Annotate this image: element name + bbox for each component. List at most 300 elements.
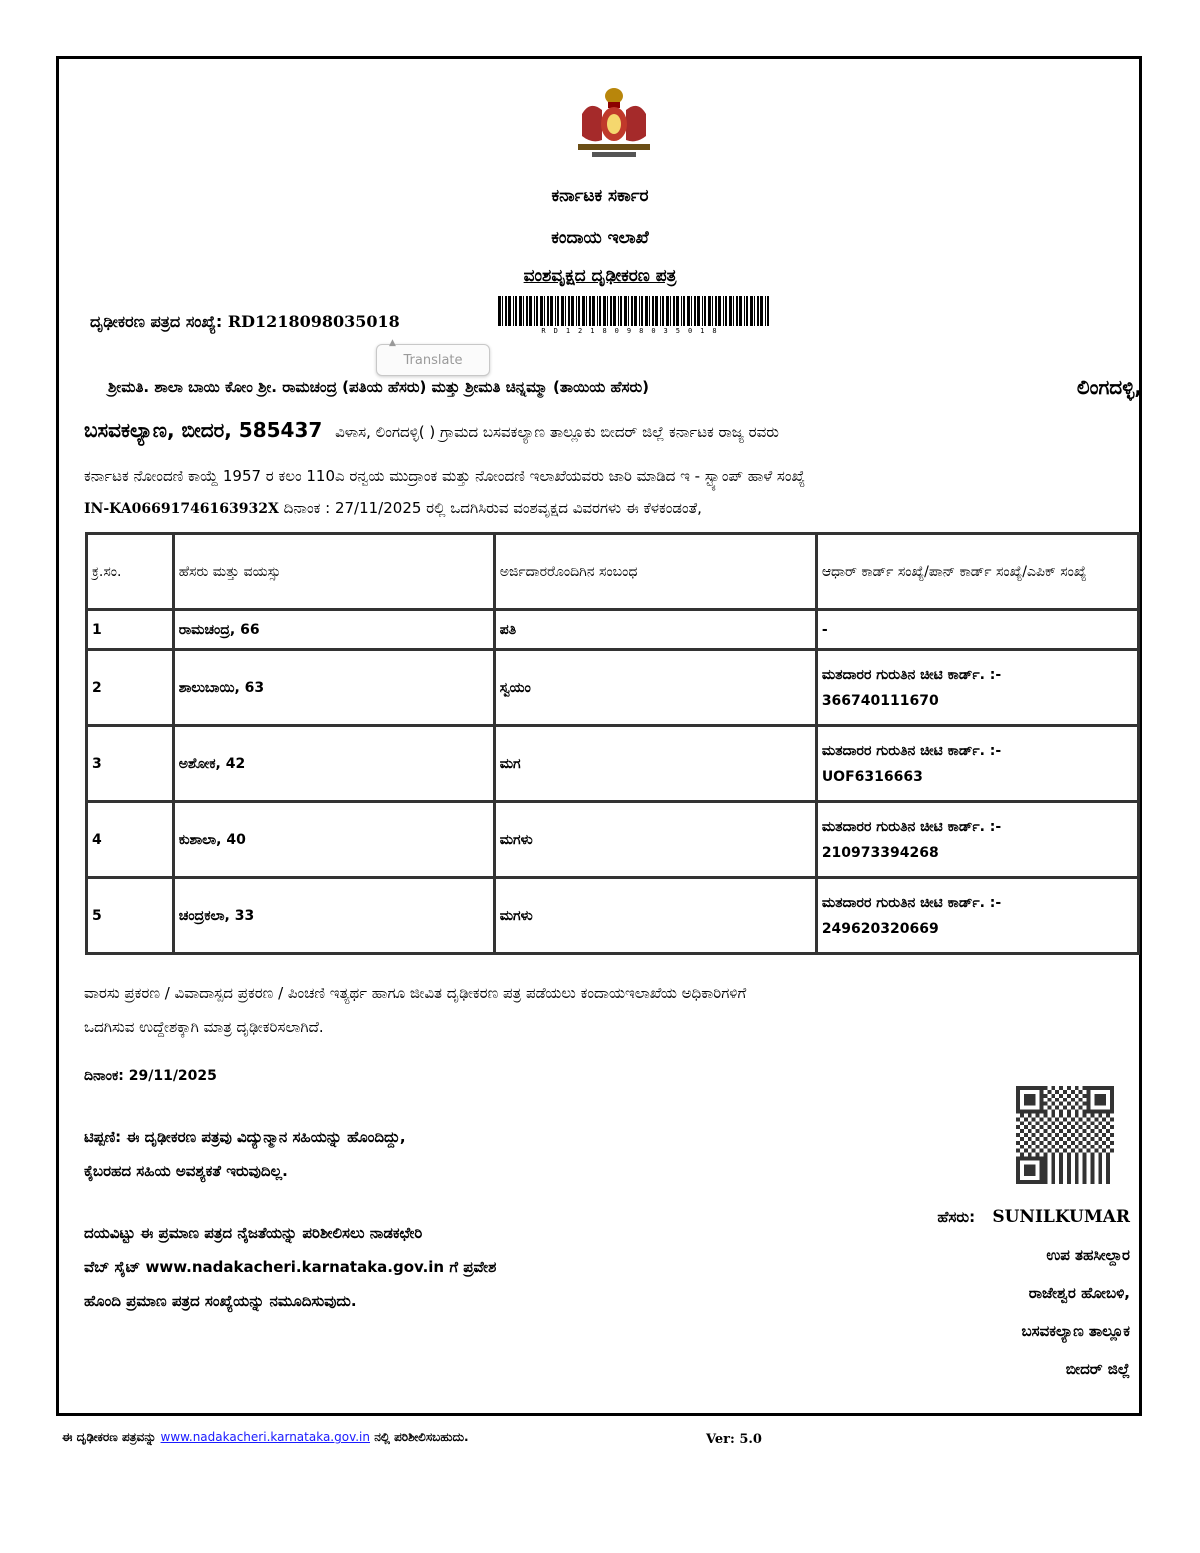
- barcode-bar: [697, 296, 700, 326]
- qr-cell: [1106, 1113, 1110, 1117]
- barcode-bar: [715, 296, 717, 326]
- qr-cell: [1079, 1098, 1083, 1102]
- qr-cell: [1094, 1117, 1098, 1121]
- table-row: [87, 878, 1139, 954]
- qr-cell: [1047, 1098, 1051, 1102]
- address: ಬಸವಕಲ್ಯಾಣ, ಬೀದರ, 585437: [84, 418, 323, 442]
- qr-cell: [1090, 1172, 1094, 1176]
- barcode-bar: [662, 296, 664, 326]
- qr-cell: [1087, 1110, 1091, 1114]
- qr-cell: [1047, 1149, 1051, 1153]
- row-id: [816, 650, 1138, 726]
- qr-cell: [1071, 1117, 1075, 1121]
- qr-cell: [1106, 1157, 1110, 1161]
- qr-cell: [1087, 1149, 1091, 1153]
- row-relation: ಮಗ: [494, 726, 816, 802]
- qr-cell: [1028, 1094, 1032, 1098]
- row-sl: 3: [87, 726, 174, 802]
- qr-cell: [1087, 1125, 1091, 1129]
- qr-cell: [1098, 1086, 1102, 1090]
- barcode-bar: [540, 296, 543, 326]
- qr-cell: [1063, 1090, 1067, 1094]
- qr-cell: [1024, 1086, 1028, 1090]
- qr-cell: [1075, 1153, 1079, 1157]
- qr-cell: [1059, 1176, 1063, 1180]
- row-id: [816, 878, 1138, 954]
- department-title: ಕಂದಾಯ ಇಲಾಖೆ: [551, 228, 649, 248]
- qr-cell: [1016, 1141, 1020, 1145]
- qr-cell: [1040, 1180, 1044, 1184]
- barcode-bar: [610, 296, 612, 326]
- qr-cell: [1110, 1098, 1114, 1102]
- qr-cell: [1051, 1110, 1055, 1114]
- qr-cell: [1016, 1168, 1020, 1172]
- qr-cell: [1102, 1110, 1106, 1114]
- qr-cell: [1043, 1129, 1047, 1133]
- barcode-bar: [676, 296, 679, 326]
- qr-cell: [1055, 1125, 1059, 1129]
- qr-cell: [1059, 1129, 1063, 1133]
- qr-cell: [1028, 1110, 1032, 1114]
- qr-cell: [1051, 1172, 1055, 1176]
- barcode-bar: [673, 296, 675, 326]
- qr-cell: [1032, 1133, 1036, 1137]
- qr-cell: [1059, 1102, 1063, 1106]
- qr-cell: [1051, 1153, 1055, 1157]
- qr-cell: [1051, 1180, 1055, 1184]
- qr-cell: [1024, 1172, 1028, 1176]
- purpose-text: [84, 976, 746, 1044]
- qr-cell: [1063, 1149, 1067, 1153]
- qr-cell: [1075, 1176, 1079, 1180]
- barcode-bar: [739, 296, 742, 326]
- qr-cell: [1079, 1141, 1083, 1145]
- qr-cell: [1016, 1133, 1020, 1137]
- table-row: [87, 650, 1139, 726]
- qr-cell: [1087, 1117, 1091, 1121]
- qr-cell: [1063, 1125, 1067, 1129]
- qr-cell: [1036, 1113, 1040, 1117]
- qr-cell: [1094, 1094, 1098, 1098]
- qr-cell: [1032, 1086, 1036, 1090]
- barcode-bar: [645, 296, 648, 326]
- row-id-label: ಮತದಾರರ ಗುರುತಿನ ಚೀಟಿ ಕಾರ್ಡ್. :-: [821, 894, 1002, 911]
- header-relation: ಅರ್ಜಿದಾರರೊಂದಿಗಿನ ಸಂಬಂಧ: [494, 534, 816, 610]
- qr-cell: [1110, 1149, 1114, 1153]
- barcode-bar: [576, 296, 577, 326]
- barcode-bar: [536, 296, 538, 326]
- qr-cell: [1043, 1160, 1047, 1164]
- qr-cell: [1032, 1125, 1036, 1129]
- qr-cell: [1028, 1153, 1032, 1157]
- barcode-bar: [618, 296, 619, 326]
- qr-cell: [1083, 1157, 1087, 1161]
- signatory-designation: ಉಪ ತಹಸೀಲ್ದಾರ: [1046, 1246, 1130, 1264]
- qr-cell: [1087, 1086, 1091, 1090]
- qr-cell: [1024, 1102, 1028, 1106]
- qr-cell: [1016, 1110, 1020, 1114]
- qr-cell: [1067, 1164, 1071, 1168]
- purpose-line-2: ಒದಗಿಸುವ ಉದ್ದೇಶಕ್ಕಾಗಿ ಮಾತ್ರ ದೃಢೀಕರಿಸಲಾಗಿದೆ.: [84, 1018, 324, 1036]
- barcode-bar: [681, 296, 682, 326]
- barcode-bar: [561, 296, 564, 326]
- qr-cell: [1043, 1180, 1047, 1184]
- qr-cell: [1110, 1133, 1114, 1137]
- qr-cell: [1036, 1153, 1040, 1157]
- qr-cell: [1040, 1160, 1044, 1164]
- row-relation: ಪತಿ: [494, 610, 816, 650]
- qr-cell: [1024, 1133, 1028, 1137]
- qr-cell: [1090, 1153, 1094, 1157]
- qr-cell: [1059, 1137, 1063, 1141]
- qr-cell: [1110, 1094, 1114, 1098]
- qr-cell: [1098, 1113, 1102, 1117]
- barcode-bar: [708, 296, 711, 326]
- esign-note-line-2: ಕೈಬರಹದ ಸಹಿಯ ಅವಶ್ಯಕತೆ ಇರುವುದಿಲ್ಲ.: [84, 1162, 288, 1180]
- qr-cell: [1032, 1110, 1036, 1114]
- qr-cell: [1024, 1180, 1028, 1184]
- qr-cell: [1090, 1113, 1094, 1117]
- qr-cell: [1102, 1149, 1106, 1153]
- qr-cell: [1067, 1102, 1071, 1106]
- barcode-bar: [555, 296, 556, 326]
- signatory-name-line: [937, 1198, 1130, 1236]
- qr-cell: [1110, 1106, 1114, 1110]
- qr-cell: [1043, 1094, 1047, 1098]
- qr-cell: [1043, 1153, 1047, 1157]
- qr-cell: [1083, 1110, 1087, 1114]
- qr-cell: [1055, 1149, 1059, 1153]
- qr-cell: [1083, 1176, 1087, 1180]
- qr-cell: [1020, 1180, 1024, 1184]
- qr-cell: [1083, 1094, 1087, 1098]
- qr-cell: [1028, 1102, 1032, 1106]
- qr-cell: [1083, 1102, 1087, 1106]
- qr-cell: [1087, 1094, 1091, 1098]
- qr-cell: [1102, 1094, 1106, 1098]
- qr-cell: [1098, 1121, 1102, 1125]
- qr-cell: [1016, 1094, 1020, 1098]
- qr-cell: [1036, 1157, 1040, 1161]
- qr-cell: [1036, 1129, 1040, 1133]
- barcode-bar: [754, 296, 755, 326]
- verify-note-line-3: ಹೊಂದಿ ಪ್ರಮಾಣ ಪತ್ರದ ಸಂಖ್ಯೆಯನ್ನು ನಮೂದಿಸುವುದು.: [84, 1292, 357, 1310]
- barcode-bar: [733, 296, 734, 326]
- qr-cell: [1098, 1094, 1102, 1098]
- qr-cell: [1024, 1125, 1028, 1129]
- qr-cell: [1110, 1117, 1114, 1121]
- qr-cell: [1016, 1125, 1020, 1129]
- qr-cell: [1098, 1153, 1102, 1157]
- row-name: ಕುಶಾಲಾ, 40: [173, 802, 494, 878]
- qr-cell: [1098, 1098, 1102, 1102]
- barcode-bar: [550, 296, 553, 326]
- barcode-bar: [750, 296, 753, 326]
- qr-cell: [1055, 1117, 1059, 1121]
- esign-note: [84, 1120, 406, 1188]
- qr-cell: [1075, 1086, 1079, 1090]
- qr-cell: [1059, 1160, 1063, 1164]
- qr-cell: [1106, 1086, 1110, 1090]
- qr-cell: [1067, 1145, 1071, 1149]
- qr-cell: [1071, 1106, 1075, 1110]
- qr-cell: [1087, 1141, 1091, 1145]
- qr-cell: [1102, 1117, 1106, 1121]
- qr-cell: [1020, 1113, 1024, 1117]
- qr-cell: [1102, 1102, 1106, 1106]
- qr-cell: [1094, 1141, 1098, 1145]
- qr-cell: [1059, 1153, 1063, 1157]
- barcode-bar: [634, 296, 637, 326]
- barcode-bar: [578, 296, 580, 326]
- government-title: ಕರ್ನಾಟಕ ಸರ್ಕಾರ: [551, 186, 649, 206]
- intro-line-3: ಕರ್ನಾಟಕ ನೋಂದಣಿ ಕಾಯ್ದೆ 1957 ರ ಕಲಂ 110ಎ ರನ್ವಯ ಮುದ್ರಾಂಕ ಮತ್ತು ನೋಂದಣಿ ಇಲಾಖೆಯವರು ಜಾರಿ ಮಾಡಿದ ಇ - ಸ್ಟ್ಯಾಂಪ್ ಹಾಳೆ ಸಂಖ್ಯೆ: [84, 467, 806, 485]
- esign-note-line-1: ಟಿಪ್ಪಣಿ: ಈ ದೃಢೀಕರಣ ಪತ್ರವು ವಿದ್ಯುನ್ಮಾನ ಸಹಿಯನ್ನು ಹೊಂದಿದ್ದು,: [84, 1128, 406, 1146]
- barcode: [496, 296, 771, 334]
- barcode-bar: [589, 296, 591, 326]
- qr-cell: [1043, 1137, 1047, 1141]
- qr-cell: [1083, 1160, 1087, 1164]
- row-relation: ಸ್ವಯಂ: [494, 650, 816, 726]
- qr-cell: [1090, 1121, 1094, 1125]
- qr-cell: [1075, 1145, 1079, 1149]
- barcode-bar: [670, 296, 671, 326]
- village-name: ಲಿಂಗದಳ್ಳಿ,: [1076, 375, 1142, 399]
- qr-cell: [1055, 1098, 1059, 1102]
- barcode-bar: [639, 296, 640, 326]
- footer-verify: [62, 1430, 469, 1445]
- qr-cell: [1098, 1110, 1102, 1114]
- barcode-bar: [505, 296, 507, 326]
- qr-cell: [1051, 1168, 1055, 1172]
- qr-cell: [1047, 1090, 1051, 1094]
- qr-cell: [1040, 1094, 1044, 1098]
- signatory-hobli: ರಾಜೇಶ್ವರ ಹೋಬಳಿ,: [1028, 1284, 1130, 1302]
- barcode-bar: [603, 296, 606, 326]
- intro-line-2-text: ವಿಳಾಸ, ಲಿಂಗದಳ್ಳಿ( ) ಗ್ರಾಮದ ಬಸವಕಲ್ಯಾಣ ತಾಲ್ಲೂಕು ಬೀದರ್ ಜಿಲ್ಲೆ ಕರ್ನಾಟಕ ರಾಜ್ಯ ರವರು: [335, 423, 779, 441]
- qr-cell: [1040, 1106, 1044, 1110]
- qr-cell: [1079, 1133, 1083, 1137]
- qr-cell: [1032, 1172, 1036, 1176]
- barcode-bar: [631, 296, 633, 326]
- verify-note-line-2: ವೆಬ್ ಸೈಟ್ www.nadakacheri.karnataka.gov.in ಗೆ ಪ್ರವೇಶ: [84, 1258, 497, 1276]
- qr-cell: [1047, 1106, 1051, 1110]
- qr-cell: [1043, 1168, 1047, 1172]
- qr-cell: [1075, 1113, 1079, 1117]
- qr-cell: [1079, 1125, 1083, 1129]
- intro-line-1-text: ಶ್ರೀಮತಿ. ಶಾಲಾ ಬಾಯಿ ಕೋಂ ಶ್ರೀ. ರಾಮಚಂದ್ರ (ಪತಿಯ ಹೆಸರು) ಮತ್ತು ಶ್ರೀಮತಿ ಚಿನ್ನಮ್ಮಾ (ತಾಯಿಯ ಹೆಸರು): [108, 378, 650, 396]
- qr-cell: [1016, 1106, 1020, 1110]
- qr-cell: [1036, 1180, 1040, 1184]
- qr-cell: [1051, 1137, 1055, 1141]
- qr-cell: [1028, 1180, 1032, 1184]
- qr-cell: [1059, 1157, 1063, 1161]
- karnataka-emblem-icon: [568, 80, 660, 160]
- row-id-value: 366740111670: [821, 692, 939, 709]
- qr-cell: [1020, 1137, 1024, 1141]
- barcode-bar: [725, 296, 727, 326]
- qr-cell: [1098, 1145, 1102, 1149]
- qr-cell: [1090, 1157, 1094, 1161]
- qr-cell: [1032, 1180, 1036, 1184]
- qr-cell: [1071, 1125, 1075, 1129]
- qr-cell: [1083, 1172, 1087, 1176]
- qr-cell: [1059, 1113, 1063, 1117]
- row-id: [816, 802, 1138, 878]
- barcode-bar: [624, 296, 627, 326]
- barcode-bar: [523, 296, 524, 326]
- barcode-bar: [547, 296, 549, 326]
- qr-cell: [1016, 1098, 1020, 1102]
- qr-cell: [1083, 1180, 1087, 1184]
- qr-cell: [1067, 1172, 1071, 1176]
- qr-cell: [1075, 1094, 1079, 1098]
- qr-cell: [1098, 1129, 1102, 1133]
- qr-cell: [1016, 1117, 1020, 1121]
- table-header-row: [87, 534, 1139, 610]
- qr-cell: [1028, 1145, 1032, 1149]
- qr-cell: [1040, 1110, 1044, 1114]
- qr-cell: [1075, 1172, 1079, 1176]
- qr-cell: [1028, 1086, 1032, 1090]
- qr-cell: [1067, 1086, 1071, 1090]
- qr-cell: [1090, 1137, 1094, 1141]
- barcode-bar: [704, 296, 706, 326]
- header-sl: ಕ್ರ.ಸಂ.: [87, 534, 174, 610]
- qr-cell: [1098, 1164, 1102, 1168]
- barcode-bar: [502, 296, 503, 326]
- qr-cell: [1032, 1141, 1036, 1145]
- qr-cell: [1075, 1160, 1079, 1164]
- table-row: [87, 610, 1139, 650]
- qr-cell: [1090, 1145, 1094, 1149]
- qr-cell: [1016, 1160, 1020, 1164]
- qr-cell: [1032, 1149, 1036, 1153]
- qr-cell: [1036, 1121, 1040, 1125]
- caret-up-icon: ▲: [389, 338, 396, 348]
- family-tree-table: [85, 532, 1140, 955]
- qr-cell: [1028, 1121, 1032, 1125]
- qr-cell: [1043, 1086, 1047, 1090]
- qr-cell: [1040, 1141, 1044, 1145]
- qr-cell: [1110, 1086, 1114, 1090]
- qr-cell: [1098, 1157, 1102, 1161]
- barcode-bar: [718, 296, 721, 326]
- qr-cell: [1110, 1141, 1114, 1145]
- qr-cell: [1040, 1172, 1044, 1176]
- qr-cell: [1059, 1164, 1063, 1168]
- barcode-bar: [529, 296, 532, 326]
- qr-cell: [1075, 1164, 1079, 1168]
- qr-cell: [1110, 1110, 1114, 1114]
- qr-cell: [1059, 1172, 1063, 1176]
- row-name: ಚಂದ್ರಕಲಾ, 33: [173, 878, 494, 954]
- row-id-label: ಮತದಾರರ ಗುರುತಿನ ಚೀಟಿ ಕಾರ್ಡ್. :-: [821, 666, 1002, 683]
- qr-cell: [1090, 1160, 1094, 1164]
- qr-cell: [1051, 1102, 1055, 1106]
- row-id: -: [816, 610, 1138, 650]
- stamp-date-text: ದಿನಾಂಕ : 27/11/2025 ರಲ್ಲಿ ಒದಗಿಸಿರುವ ವಂಶವೃಕ್ಷದ ವಿವರಗಳು ಈ ಕೆಳಕಂಡಂತೆ,: [283, 499, 702, 517]
- qr-cell: [1032, 1117, 1036, 1121]
- qr-cell: [1024, 1117, 1028, 1121]
- qr-cell: [1016, 1164, 1020, 1168]
- barcode-bar: [544, 296, 545, 326]
- qr-cell: [1043, 1145, 1047, 1149]
- qr-cell: [1079, 1149, 1083, 1153]
- qr-cell: [1106, 1145, 1110, 1149]
- barcode-bar: [515, 296, 517, 326]
- qr-cell: [1106, 1160, 1110, 1164]
- qr-cell: [1051, 1113, 1055, 1117]
- qr-cell: [1067, 1160, 1071, 1164]
- version-label: Ver: 5.0: [706, 1432, 762, 1447]
- qr-cell: [1106, 1153, 1110, 1157]
- stamp-number: IN-KA06691746163932X: [84, 501, 279, 517]
- qr-cell: [1067, 1113, 1071, 1117]
- qr-cell: [1020, 1145, 1024, 1149]
- qr-cell: [1020, 1129, 1024, 1133]
- qr-cell: [1051, 1157, 1055, 1161]
- qr-cell: [1102, 1133, 1106, 1137]
- qr-cell: [1094, 1149, 1098, 1153]
- barcode-bar: [498, 296, 501, 326]
- barcode-bar: [757, 296, 759, 326]
- qr-cell: [1043, 1172, 1047, 1176]
- qr-cell: [1098, 1160, 1102, 1164]
- qr-cell: [1075, 1121, 1079, 1125]
- qr-cell: [1087, 1098, 1091, 1102]
- barcode-bar: [565, 296, 566, 326]
- qr-cell: [1106, 1164, 1110, 1168]
- qr-cell: [1071, 1098, 1075, 1102]
- qr-cell: [1075, 1102, 1079, 1106]
- purpose-line-1: ವಾರಸು ಪ್ರಕರಣ / ವಿವಾದಾಸ್ಪದ ಪ್ರಕರಣ / ಪಿಂಚಣಿ ಇತ್ಯರ್ಥ ಹಾಗೂ ಜೀವಿತ ದೃಢೀಕರಣ ಪತ್ರ ಪಡೆಯಲು ಕಂದಾಯಇಲಾಖೆಯ ಅಧಿಕಾರಿಗಳಿಗೆ: [84, 984, 747, 1002]
- qr-cell: [1016, 1157, 1020, 1161]
- barcode-bar: [571, 296, 574, 326]
- qr-cell: [1047, 1125, 1051, 1129]
- qr-cell: [1106, 1180, 1110, 1184]
- qr-cell: [1040, 1149, 1044, 1153]
- qr-cell: [1055, 1106, 1059, 1110]
- qr-cell: [1020, 1153, 1024, 1157]
- qr-cell: [1040, 1117, 1044, 1121]
- qr-cell: [1067, 1168, 1071, 1172]
- qr-cell: [1059, 1121, 1063, 1125]
- qr-cell: [1051, 1145, 1055, 1149]
- footer-link[interactable]: www.nadakacheri.karnataka.gov.in: [160, 1430, 370, 1444]
- qr-cell: [1094, 1098, 1098, 1102]
- row-name: ರಾಮಚಂದ್ರ, 66: [173, 610, 494, 650]
- row-sl: 5: [87, 878, 174, 954]
- barcode-bar: [586, 296, 587, 326]
- qr-cell: [1090, 1176, 1094, 1180]
- qr-cell: [1024, 1168, 1028, 1172]
- qr-cell: [1047, 1133, 1051, 1137]
- qr-cell: [1040, 1164, 1044, 1168]
- barcode-bar: [767, 296, 769, 326]
- barcode-bar: [736, 296, 738, 326]
- certificate-number-value: RD1218098035018: [227, 312, 400, 331]
- qr-cell: [1028, 1113, 1032, 1117]
- barcode-bar: [620, 296, 622, 326]
- qr-cell: [1040, 1133, 1044, 1137]
- qr-cell: [1059, 1086, 1063, 1090]
- qr-cell: [1036, 1110, 1040, 1114]
- qr-cell: [1090, 1086, 1094, 1090]
- row-name: ಅಶೋಕ, 42: [173, 726, 494, 802]
- qr-cell: [1098, 1137, 1102, 1141]
- qr-cell: [1067, 1137, 1071, 1141]
